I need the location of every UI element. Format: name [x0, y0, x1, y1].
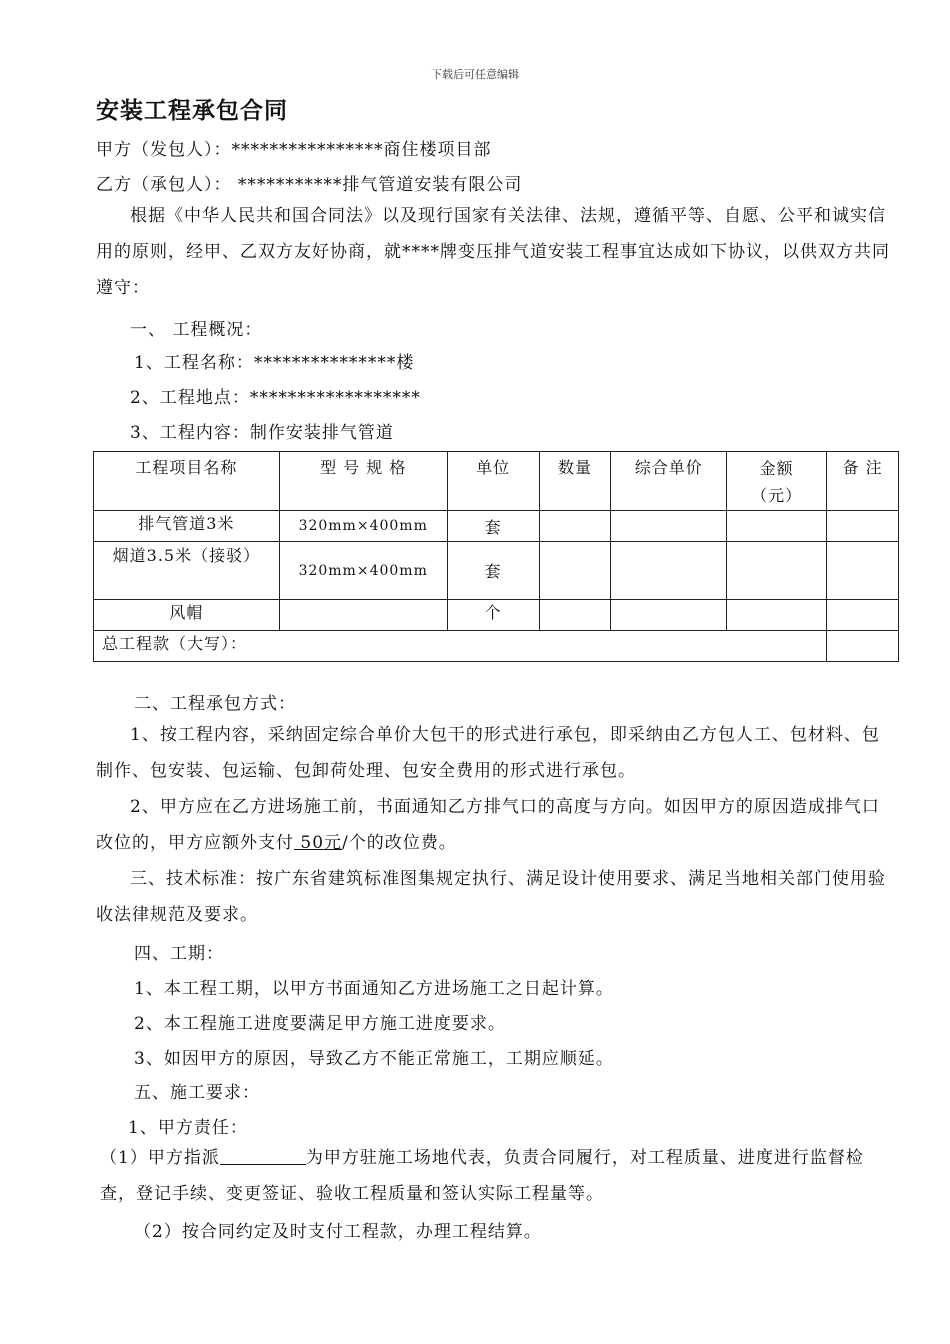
section-1-item-1: 1、工程名称：***************楼: [134, 353, 415, 373]
table-cell: 排气管道3米: [94, 511, 280, 542]
header-cell: 金额 （元）: [727, 452, 827, 511]
table-cell: [611, 511, 727, 542]
party-a: 甲方（发包人）：****************商住楼项目部: [96, 140, 492, 160]
section-5-item-1: [100, 1140, 896, 1212]
table-cell: 套: [447, 542, 539, 600]
intro-paragraph: 根据《中华人民共和国合同法》以及现行国家有关法律、法规，遵循平等、自愿、公平和诚实信用的原则，经甲、乙双方友好协商，就****牌变压排气道安装工程事宜达成如下协议，以供双方共同遵守：: [96, 206, 890, 298]
section-2-item-2-suffix: /个的改位费。: [342, 833, 457, 853]
table-cell: [727, 511, 827, 542]
section-5-sub-1: 1、甲方责任：: [128, 1118, 248, 1138]
section-2-item-2-text: 2、甲方应在乙方进场施工前，书面通知乙方排气口的高度与方向。如因甲方的原因造成排气口改位的，甲方应额外支付: [96, 797, 880, 853]
table-total-row: [94, 631, 899, 662]
table-row: [94, 542, 899, 600]
table-cell: 320mm×400mm: [279, 542, 447, 600]
section-3: 三、技术标准：按广东省建筑标准图集规定执行、满足设计使用要求、满足当地相关部门使用验收法律规范及要求。: [96, 869, 886, 925]
table-cell: [539, 600, 611, 631]
table-cell: [279, 600, 447, 631]
total-label: 总工程款（大写）：: [94, 631, 827, 662]
table-cell: 320mm×400mm: [279, 511, 447, 542]
party-b: 乙方（承包人）： ***********排气管道安装有限公司: [96, 175, 523, 195]
project-table: [93, 451, 899, 662]
table-header-row: [94, 452, 899, 511]
header-cell: 单位: [447, 452, 539, 511]
header-cell: 数量: [539, 452, 611, 511]
table-row: [94, 511, 899, 542]
header-cell: 备 注: [827, 452, 899, 511]
table-cell: [539, 542, 611, 600]
section-4-heading: 四、工期：: [134, 944, 224, 964]
table-row: [94, 600, 899, 631]
table-cell: 烟道3.5米（接驳）: [94, 542, 280, 600]
header-cell: 型 号 规 格: [279, 452, 447, 511]
table-cell: [539, 511, 611, 542]
table-cell: 套: [447, 511, 539, 542]
table-cell: [827, 542, 899, 600]
table-cell: [827, 600, 899, 631]
header-note: 下载后可任意编辑: [431, 68, 519, 81]
header-cell: 工程项目名称: [94, 452, 280, 511]
section-4-item-2: 2、本工程施工进度要满足甲方施工进度要求。: [134, 1014, 506, 1034]
section-5-item-2: （2）按合同约定及时支付工程款，办理工程结算。: [134, 1222, 542, 1242]
table-cell: 个: [447, 600, 539, 631]
section-1-item-3: 3、工程内容：制作安装排气管道: [130, 423, 394, 443]
section-4-item-3: 3、如因甲方的原因，导致乙方不能正常施工，工期应顺延。: [134, 1049, 614, 1069]
section-2-heading: 二、工程承包方式：: [134, 694, 296, 714]
document-title: 安装工程承包合同: [96, 98, 288, 124]
section-4-item-1: 1、本工程工期，以甲方书面通知乙方进场施工之日起计算。: [134, 979, 614, 999]
section-5-item-1-text: （1）甲方指派: [100, 1148, 220, 1168]
table-cell: [727, 542, 827, 600]
table-cell: 风帽: [94, 600, 280, 631]
table-cell: [611, 600, 727, 631]
table-cell: [611, 542, 727, 600]
section-1-heading: 一、 工程概况：: [130, 320, 263, 340]
table-cell: [827, 511, 899, 542]
section-5-item-1-rest: 为甲方驻施工场地代表，负责合同履行，对工程质量、进度进行监督检查，登记手续、变更签证、验收工程质量和签认实际工程量等。: [100, 1148, 864, 1204]
header-cell: 综合单价: [611, 452, 727, 511]
table-cell: [727, 600, 827, 631]
section-5-heading: 五、施工要求：: [134, 1083, 260, 1103]
table-cell: [827, 631, 899, 662]
representative-blank: [220, 1146, 306, 1165]
section-1-item-2: 2、工程地点：******************: [130, 388, 421, 408]
section-2-item-2: [96, 789, 896, 861]
relocation-fee: 50元: [294, 833, 343, 853]
section-2-item-1: 1、按工程内容，采纳固定综合单价大包干的形式进行承包，即采纳由乙方包人工、包材料、包制作、包安装、包运输、包卸荷处理、包安全费用的形式进行承包。: [96, 725, 880, 781]
